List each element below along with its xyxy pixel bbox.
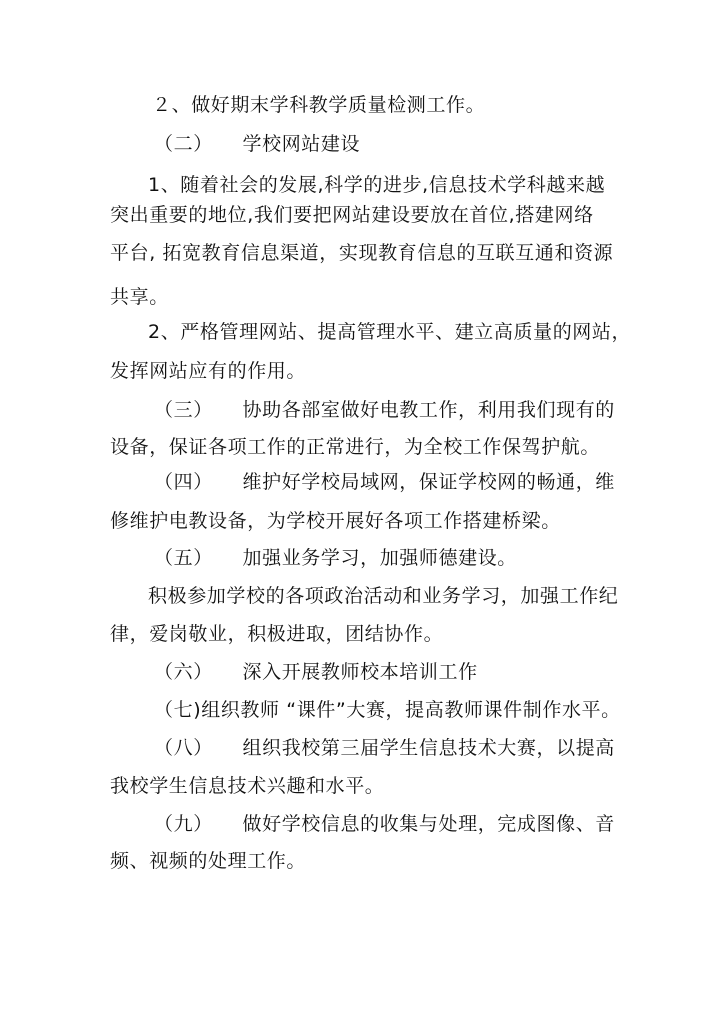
section-heading: （七)组织教师 “课件”大赛，提高教师课件制作水平。 xyxy=(154,699,621,721)
section-heading: （二） 学校网站建设 xyxy=(154,133,361,155)
section-heading: （九） 做好学校信息的收集与处理，完成图像、音 xyxy=(154,813,615,835)
section-heading: （五） 加强业务学习，加强师德建设。 xyxy=(154,547,517,569)
paragraph-line: 突出重要的地位,我们要把网站建设要放在首位,搭建网络 xyxy=(110,204,594,226)
section-heading: （六） 深入开展教师校本培训工作 xyxy=(154,661,478,683)
paragraph-line: 修维护电教设备，为学校开展好各项工作搭建桥梁。 xyxy=(110,510,561,532)
paragraph-line: 共享。 xyxy=(110,286,169,308)
paragraph-line: 发挥网站应有的作用。 xyxy=(110,360,307,382)
paragraph-line: ２、做好期末学科教学质量检测工作。 xyxy=(152,94,486,116)
paragraph-line: 我校学生信息技术兴趣和水平。 xyxy=(110,775,385,797)
paragraph-line: 律，爱岗敬业，积极进取，团结协作。 xyxy=(110,623,444,645)
section-heading: （四） 维护好学校局域网，保证学校网的畅通，维 xyxy=(154,471,615,493)
paragraph-line: 1、随着社会的发展,科学的进步,信息技术学科越来越 xyxy=(148,174,606,196)
section-heading: （三） 协助各部室做好电教工作，利用我们现有的 xyxy=(154,399,615,421)
paragraph-line: 设备，保证各项工作的正常进行，为全校工作保驾护航。 xyxy=(110,436,601,458)
paragraph-line: 平台, 拓宽教育信息渠道，实现教育信息的互联互通和资源 xyxy=(110,242,614,264)
paragraph-line: 积极参加学校的各项政治活动和业务学习，加强工作纪 xyxy=(148,585,619,607)
paragraph-line: 频、视频的处理工作。 xyxy=(110,850,307,872)
section-heading: （八） 组织我校第三届学生信息技术大赛，以提高 xyxy=(154,737,615,759)
paragraph-line: 2、严格管理网站、提高管理水平、建立高质量的网站， xyxy=(148,321,632,343)
